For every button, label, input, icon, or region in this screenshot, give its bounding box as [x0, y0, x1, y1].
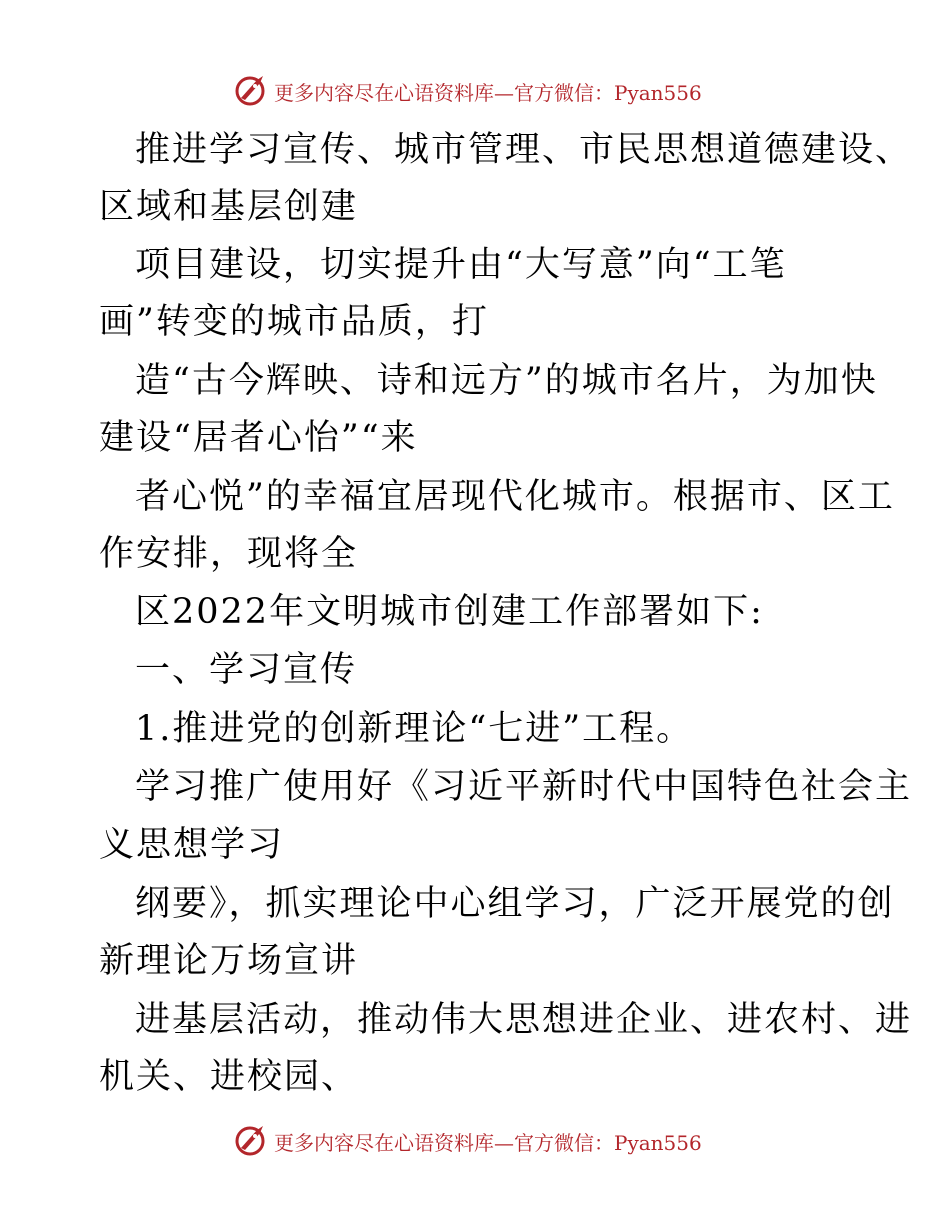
paragraph-line: 区2022年文明城市创建工作部署如下: — [135, 592, 764, 632]
paragraph-line: 建设“居者心怡”“来 — [99, 418, 418, 458]
banner-text: 更多内容尽在心语资料库—官方微信：Pyan556 — [274, 81, 702, 105]
paragraph-line: 义思想学习 — [99, 825, 285, 865]
subsection-heading: 1.推进党的创新理论“七进”工程。 — [135, 709, 694, 749]
paragraph-line: 推进学习宣传、城市管理、市民思想道德建设、 — [135, 130, 913, 170]
paragraph-line: 学习推广使用好《习近平新时代中国特色社会主 — [135, 767, 913, 807]
paragraph-line: 项目建设，切实提升由“大写意”向“工笔 — [135, 245, 787, 285]
paragraph-line: 新理论万场宣讲 — [99, 941, 359, 981]
paragraph-line: 画”转变的城市品质，打 — [99, 302, 489, 342]
paragraph-line: 机关、进校园、 — [99, 1057, 359, 1097]
paragraph-line: 进基层活动，推动伟大思想进企业、进农村、进 — [135, 1000, 913, 1040]
footer-watermark-banner — [0, 1120, 950, 1160]
pen-nib-logo-icon — [233, 1122, 269, 1158]
banner-text: 更多内容尽在心语资料库—官方微信：Pyan556 — [274, 1131, 702, 1155]
paragraph-line: 作安排，现将全 — [99, 534, 359, 574]
paragraph-line: 纲要》，抓实理论中心组学习，广泛开展党的创 — [135, 884, 895, 924]
paragraph-line: 者心悦”的幸福宜居现代化城市。根据市、区工 — [135, 477, 895, 517]
paragraph-line: 造“古今辉映、诗和远方”的城市名片，为加快 — [135, 361, 878, 401]
section-heading: 一、学习宣传 — [135, 650, 358, 690]
paragraph-line: 区域和基层创建 — [99, 187, 359, 227]
